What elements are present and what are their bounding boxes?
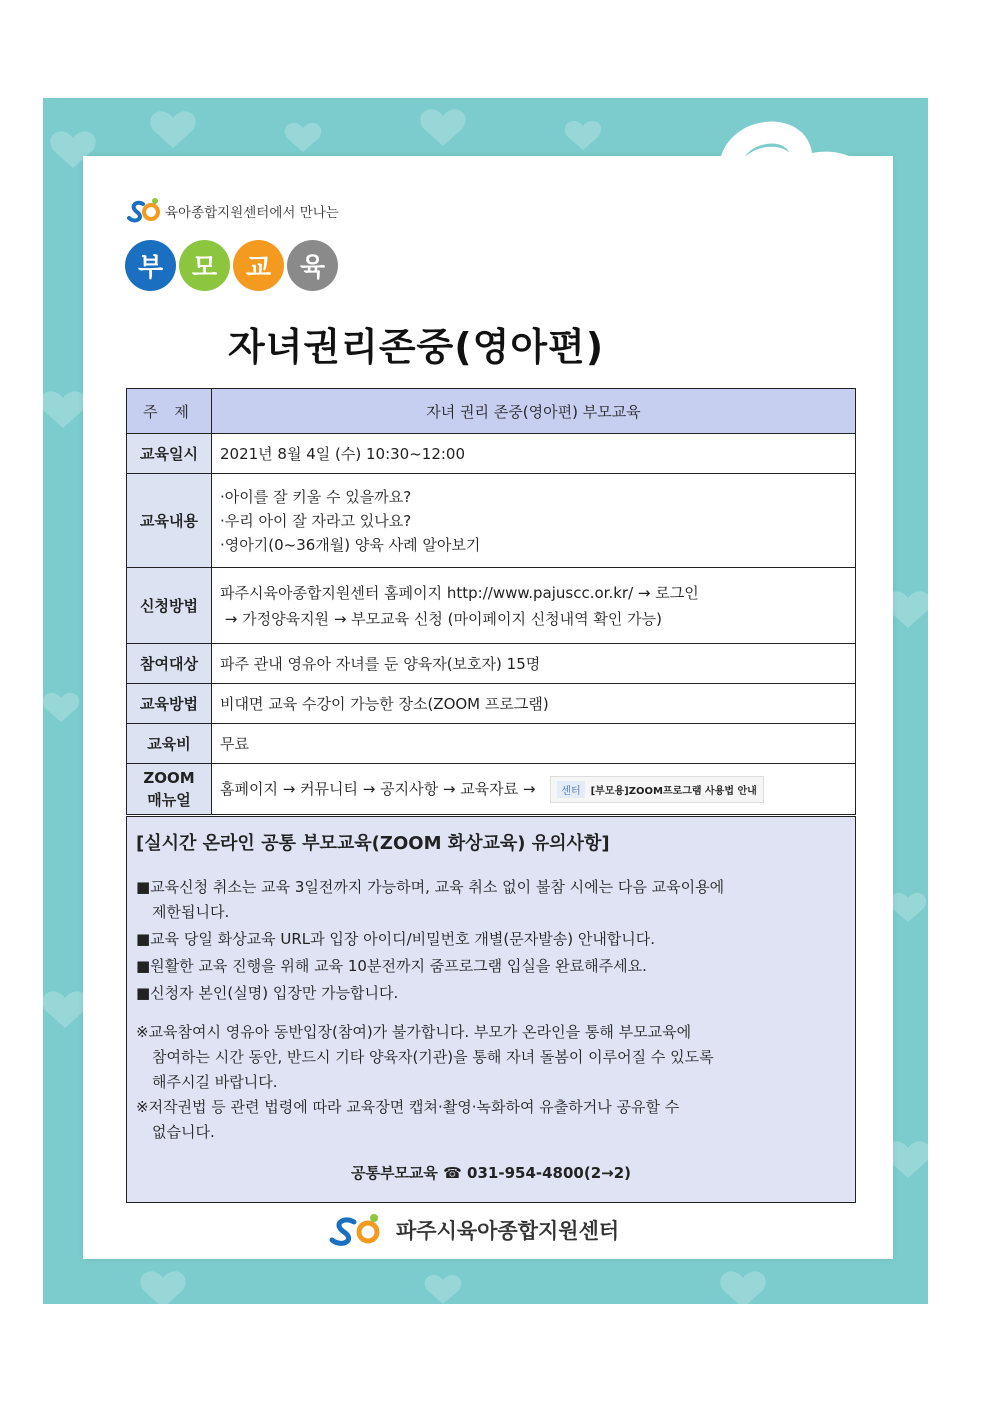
subject-value: 자녀 권리 존중(영아편) 부모교육 <box>212 389 856 434</box>
notice-bullet: ■원활한 교육 진행을 위해 교육 10분전까지 줌프로그램 입실을 완료해주세요. <box>136 957 647 975</box>
content-label: 교육내용 <box>127 474 212 568</box>
content-value <box>212 474 856 568</box>
table-row <box>127 724 856 764</box>
content-line: ·아이를 잘 키울 수 있을까요? <box>220 487 412 506</box>
method-value: 비대면 교육 수강이 가능한 장소(ZOOM 프로그램) <box>212 684 856 724</box>
zoom-value <box>212 764 856 815</box>
info-table <box>126 388 856 815</box>
tagline-text: 육아종합지원센터에서 만나는 <box>165 205 339 221</box>
notice-box <box>126 816 856 1203</box>
notice-lines <box>136 875 848 1145</box>
table-row <box>127 764 856 815</box>
notice-title: [실시간 온라인 공통 부모교육(ZOOM 화상교육) 유의사항] <box>136 833 610 854</box>
zoom-label <box>127 764 212 815</box>
apply-value <box>212 568 856 644</box>
circle-bu: 부 <box>125 240 176 291</box>
table-row <box>127 474 856 568</box>
target-value: 파주 관내 영유아 자녀를 둔 양육자(보호자) 15명 <box>212 644 856 684</box>
datetime-value: 2021년 8월 4일 (수) 10:30~12:00 <box>212 434 856 474</box>
zoom-path: 홈페이지 → 커뮤니티 → 공지사항 → 교육자료 → <box>220 779 536 798</box>
fee-label: 교육비 <box>127 724 212 764</box>
notice-bullet: ■교육신청 취소는 교육 3일전까지 가능하며, 교육 취소 없이 불참 시에는 다음 교육이용에 <box>136 878 725 896</box>
circle-mo: 모 <box>179 240 230 291</box>
footer-logo <box>326 1212 619 1248</box>
table-row <box>127 434 856 474</box>
notice-note: 참여하는 시간 동안, 반드시 기타 양육자(기관)을 통해 자녀 돌봄이 이루어질 수 있도록 <box>152 1048 714 1066</box>
notice-bullet: 제한됩니다. <box>152 903 230 921</box>
footer-org-name: 파주시육아종합지원센터 <box>396 1219 620 1243</box>
target-label: 참여대상 <box>127 644 212 684</box>
table-row <box>127 644 856 684</box>
notice-bullet: ■신청자 본인(실명) 입장만 가능합니다. <box>136 984 399 1002</box>
content-line: ·영아기(0~36개월) 양육 사례 알아보기 <box>220 535 481 554</box>
header-tagline <box>125 196 339 226</box>
center-logo-icon <box>326 1212 388 1248</box>
zoom-tag: 센터 <box>557 781 584 798</box>
datetime-label: 교육일시 <box>127 434 212 474</box>
content-line: ·우리 아이 잘 자라고 있나요? <box>220 511 412 530</box>
ribbon-decoration <box>690 110 890 370</box>
method-label: 교육방법 <box>127 684 212 724</box>
zoom-link-text: [부모용]ZOOM프로그램 사용법 안내 <box>590 785 757 797</box>
apply-label: 신청방법 <box>127 568 212 644</box>
notice-note: ※교육참여시 영유아 동반입장(참여)가 불가합니다. 부모가 온라인을 통해 부모교육에 <box>136 1023 692 1041</box>
fee-value: 무료 <box>212 724 856 764</box>
apply-line: → 가정양육지원 → 부모교육 신청 (마이페이지 신청내역 확인 가능) <box>220 609 663 628</box>
program-circles <box>125 240 338 291</box>
zoom-manual-link[interactable] <box>550 776 764 803</box>
notice-bullet: ■교육 당일 화상교육 URL과 입장 아이디/비밀번호 개별(문자발송) 안내합니다. <box>136 930 656 948</box>
contact-phone: 공통부모교육 ☎ 031-954-4800(2→2) <box>350 1164 632 1182</box>
notice-note: ※저작권법 등 관련 법령에 따라 교육장면 캡쳐·촬영·녹화하여 유출하거나 공유할 수 <box>136 1098 680 1116</box>
zoom-label-line: 매뉴얼 <box>147 791 191 809</box>
table-row <box>127 389 856 434</box>
circle-gyo: 교 <box>233 240 284 291</box>
notice-note: 해주시길 바랍니다. <box>152 1073 278 1091</box>
circle-yuk: 육 <box>287 240 338 291</box>
apply-line: 파주시육아종합지원센터 홈페이지 http://www.pajuscc.or.kr/ → 로그인 <box>220 583 699 602</box>
center-logo-icon <box>125 196 161 226</box>
subject-label: 주 제 <box>127 389 212 434</box>
table-row <box>127 684 856 724</box>
page-title: 자녀권리존중(영아편) <box>228 325 605 369</box>
zoom-label-line: ZOOM <box>143 769 195 787</box>
table-row <box>127 568 856 644</box>
notice-note: 없습니다. <box>152 1123 215 1141</box>
